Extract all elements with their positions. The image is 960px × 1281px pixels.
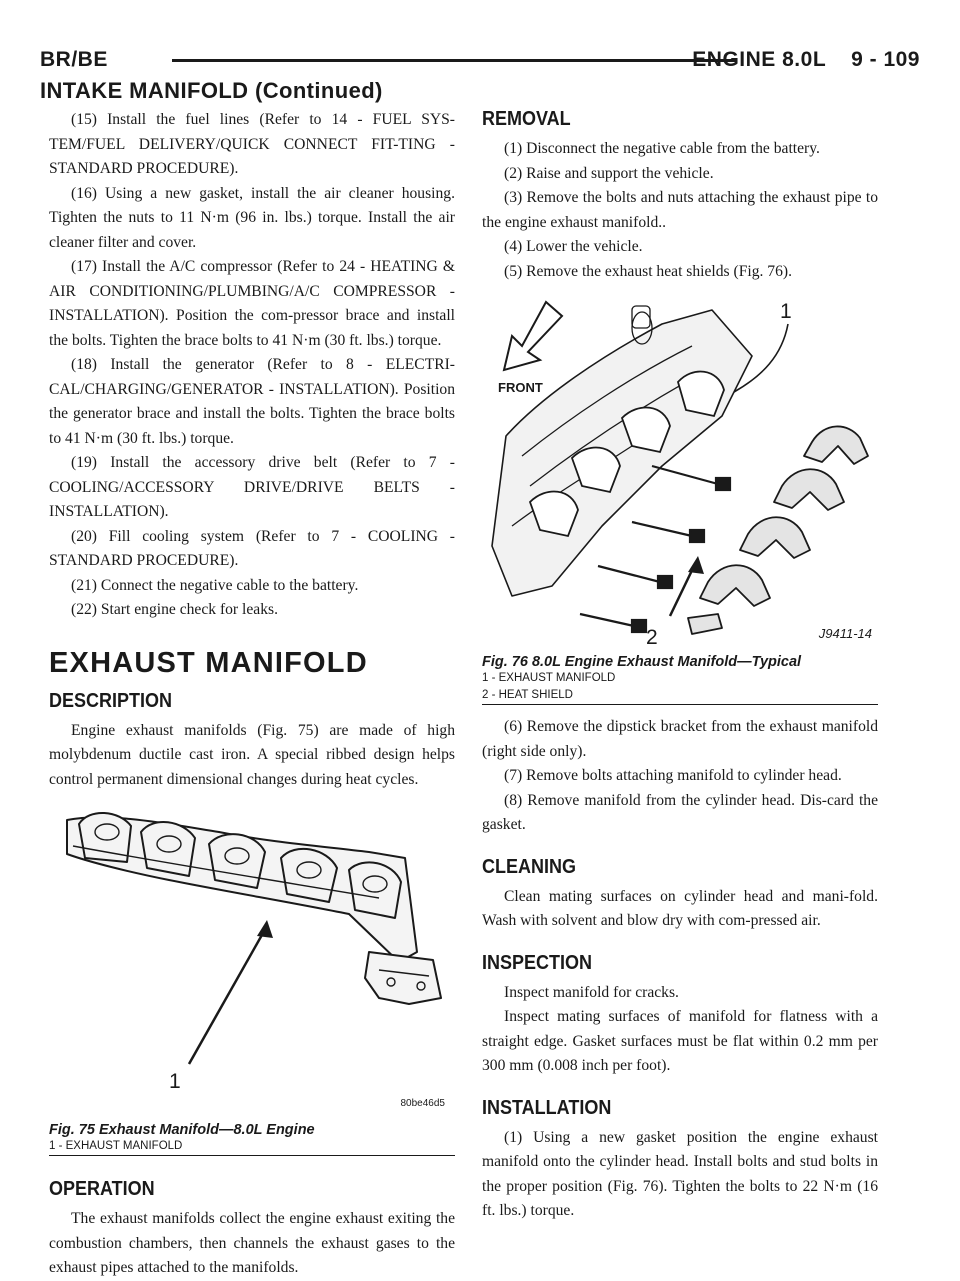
operation-text: The exhaust manifolds collect the engine exhaust exiting the combustion chambers, then channels the exhaust gases to the exhaust pipes attached to the manifolds. [49,1210,455,1276]
header-rule [172,59,736,62]
fig75-caption: Fig. 75 Exhaust Manifold—8.0L Engine [49,1122,315,1138]
fig75-rule [49,1155,455,1156]
removal-step: (8) Remove manifold from the cylinder head. Dis-card the gasket. [482,791,878,833]
right-column [482,108,878,1224]
figure-75 [49,802,455,1120]
removal-step: (3) Remove the bolts and nuts attaching the exhaust pipe to the engine exhaust manifold.. [482,189,878,231]
inspection-step: Inspect manifold for cracks. [504,983,679,1001]
cleaning-text: Clean mating surfaces on cylinder head and mani-fold. Wash with solvent and blow dry with com-pressed air. [482,887,878,929]
install-step: (17) Install the A/C compressor (Refer to 24 - HEATING & AIR CONDITIONING/PLUMBING/A/C COMPRESSOR - INSTALLATION). Position the com-pressor brace and install the bolts. Tighten the brace bolts to 41 N·m (30 ft. lbs.) torque. [49,258,455,349]
removal-heading: REMOVAL [482,108,571,130]
removal-step: (6) Remove the dipstick bracket from the exhaust manifold (right side only). [482,718,878,760]
header-page-ref: ENGINE 8.0L 9 - 109 [692,48,920,71]
fig75-callout-1: 1 [169,1070,181,1093]
fig75-legend-item: 1 - EXHAUST MANIFOLD [49,1140,183,1152]
exhaust-manifold-illustration [49,802,455,1120]
exhaust-manifold-title: EXHAUST MANIFOLD [49,646,368,679]
fig76-callout-1: 1 [780,300,792,323]
continued-section-title: INTAKE MANIFOLD (Continued) [40,78,383,103]
install-step: (22) Start engine check for leaks. [71,601,278,618]
removal-step: (4) Lower the vehicle. [504,238,643,255]
fig76-rule [482,704,878,705]
removal-step: (7) Remove bolts attaching manifold to cylinder head. [504,767,842,784]
cleaning-heading: CLEANING [482,855,577,878]
fig75-code: 80be46d5 [400,1098,445,1109]
description-text: Engine exhaust manifolds (Fig. 75) are made of high molybdenum ductile cast iron. A special ribbed design helps control permanent dimensional changes during heat cycles. [49,721,455,788]
operation-heading: OPERATION [49,1178,155,1200]
fig76-legend-item: 1 - EXHAUST MANIFOLD [482,672,616,684]
page-header [40,40,920,74]
install-step: (15) Install the fuel lines (Refer to 14 - FUEL SYS-TEM/FUEL DELIVERY/QUICK CONNECT FIT-TING - STANDARD PROCEDURE). [49,111,455,177]
install-step: (19) Install the accessory drive belt (Refer to 7 - COOLING/ACCESSORY DRIVE/DRIVE BELTS - INSTALLATION). [49,454,455,520]
fig76-legend-item: 2 - HEAT SHIELD [482,689,573,701]
install-step: (16) Using a new gasket, install the air cleaner housing. Tighten the nuts to 11 N·m (96 in. lbs.) torque. Install the air cleaner filter and cover. [49,184,455,251]
fig76-code: J9411-14 [818,626,872,641]
removal-step: (1) Disconnect the negative cable from the battery. [504,140,820,157]
description-heading: DESCRIPTION [49,689,173,712]
inspection-step: Inspect mating surfaces of manifold for flatness with a straight edge. Gasket surfaces must be flat within 0.2 mm per 300 mm (0.008 inch per foot). [482,1008,878,1074]
removal-step: (2) Raise and support the vehicle. [504,164,714,182]
fig76-caption: Fig. 76 8.0L Engine Exhaust Manifold—Typical [482,654,802,670]
fig76-callout-2: 2 [646,626,658,649]
inspection-heading: INSPECTION [482,951,593,974]
front-label: FRONT [498,380,543,395]
install-step: (21) Connect the negative cable to the battery. [71,576,359,594]
left-column [49,108,455,1281]
exhaust-manifold-heat-shield-illustration [482,296,878,652]
install-step: (20) Fill cooling system (Refer to 7 - COOLING - STANDARD PROCEDURE). [49,527,455,569]
header-model: BR/BE [40,48,108,71]
figure-76 [482,296,878,652]
installation-step: (1) Using a new gasket position the engine exhaust manifold onto the cylinder head. Install bolts and stud bolts in the proper position (Fig. 76). Tighten the bolts to 22 N·m (16 ft. lbs.) torque. [482,1128,878,1219]
install-step: (18) Install the generator (Refer to 8 - ELECTRI-CAL/CHARGING/GENERATOR - INSTALLATION). Position the generator brace and install the bolts. Tighten the brace bolts to 41 N·m (30 ft. lbs.) torque. [49,356,455,447]
removal-step: (5) Remove the exhaust heat shields (Fig. 76). [504,262,792,280]
installation-heading: INSTALLATION [482,1096,612,1119]
